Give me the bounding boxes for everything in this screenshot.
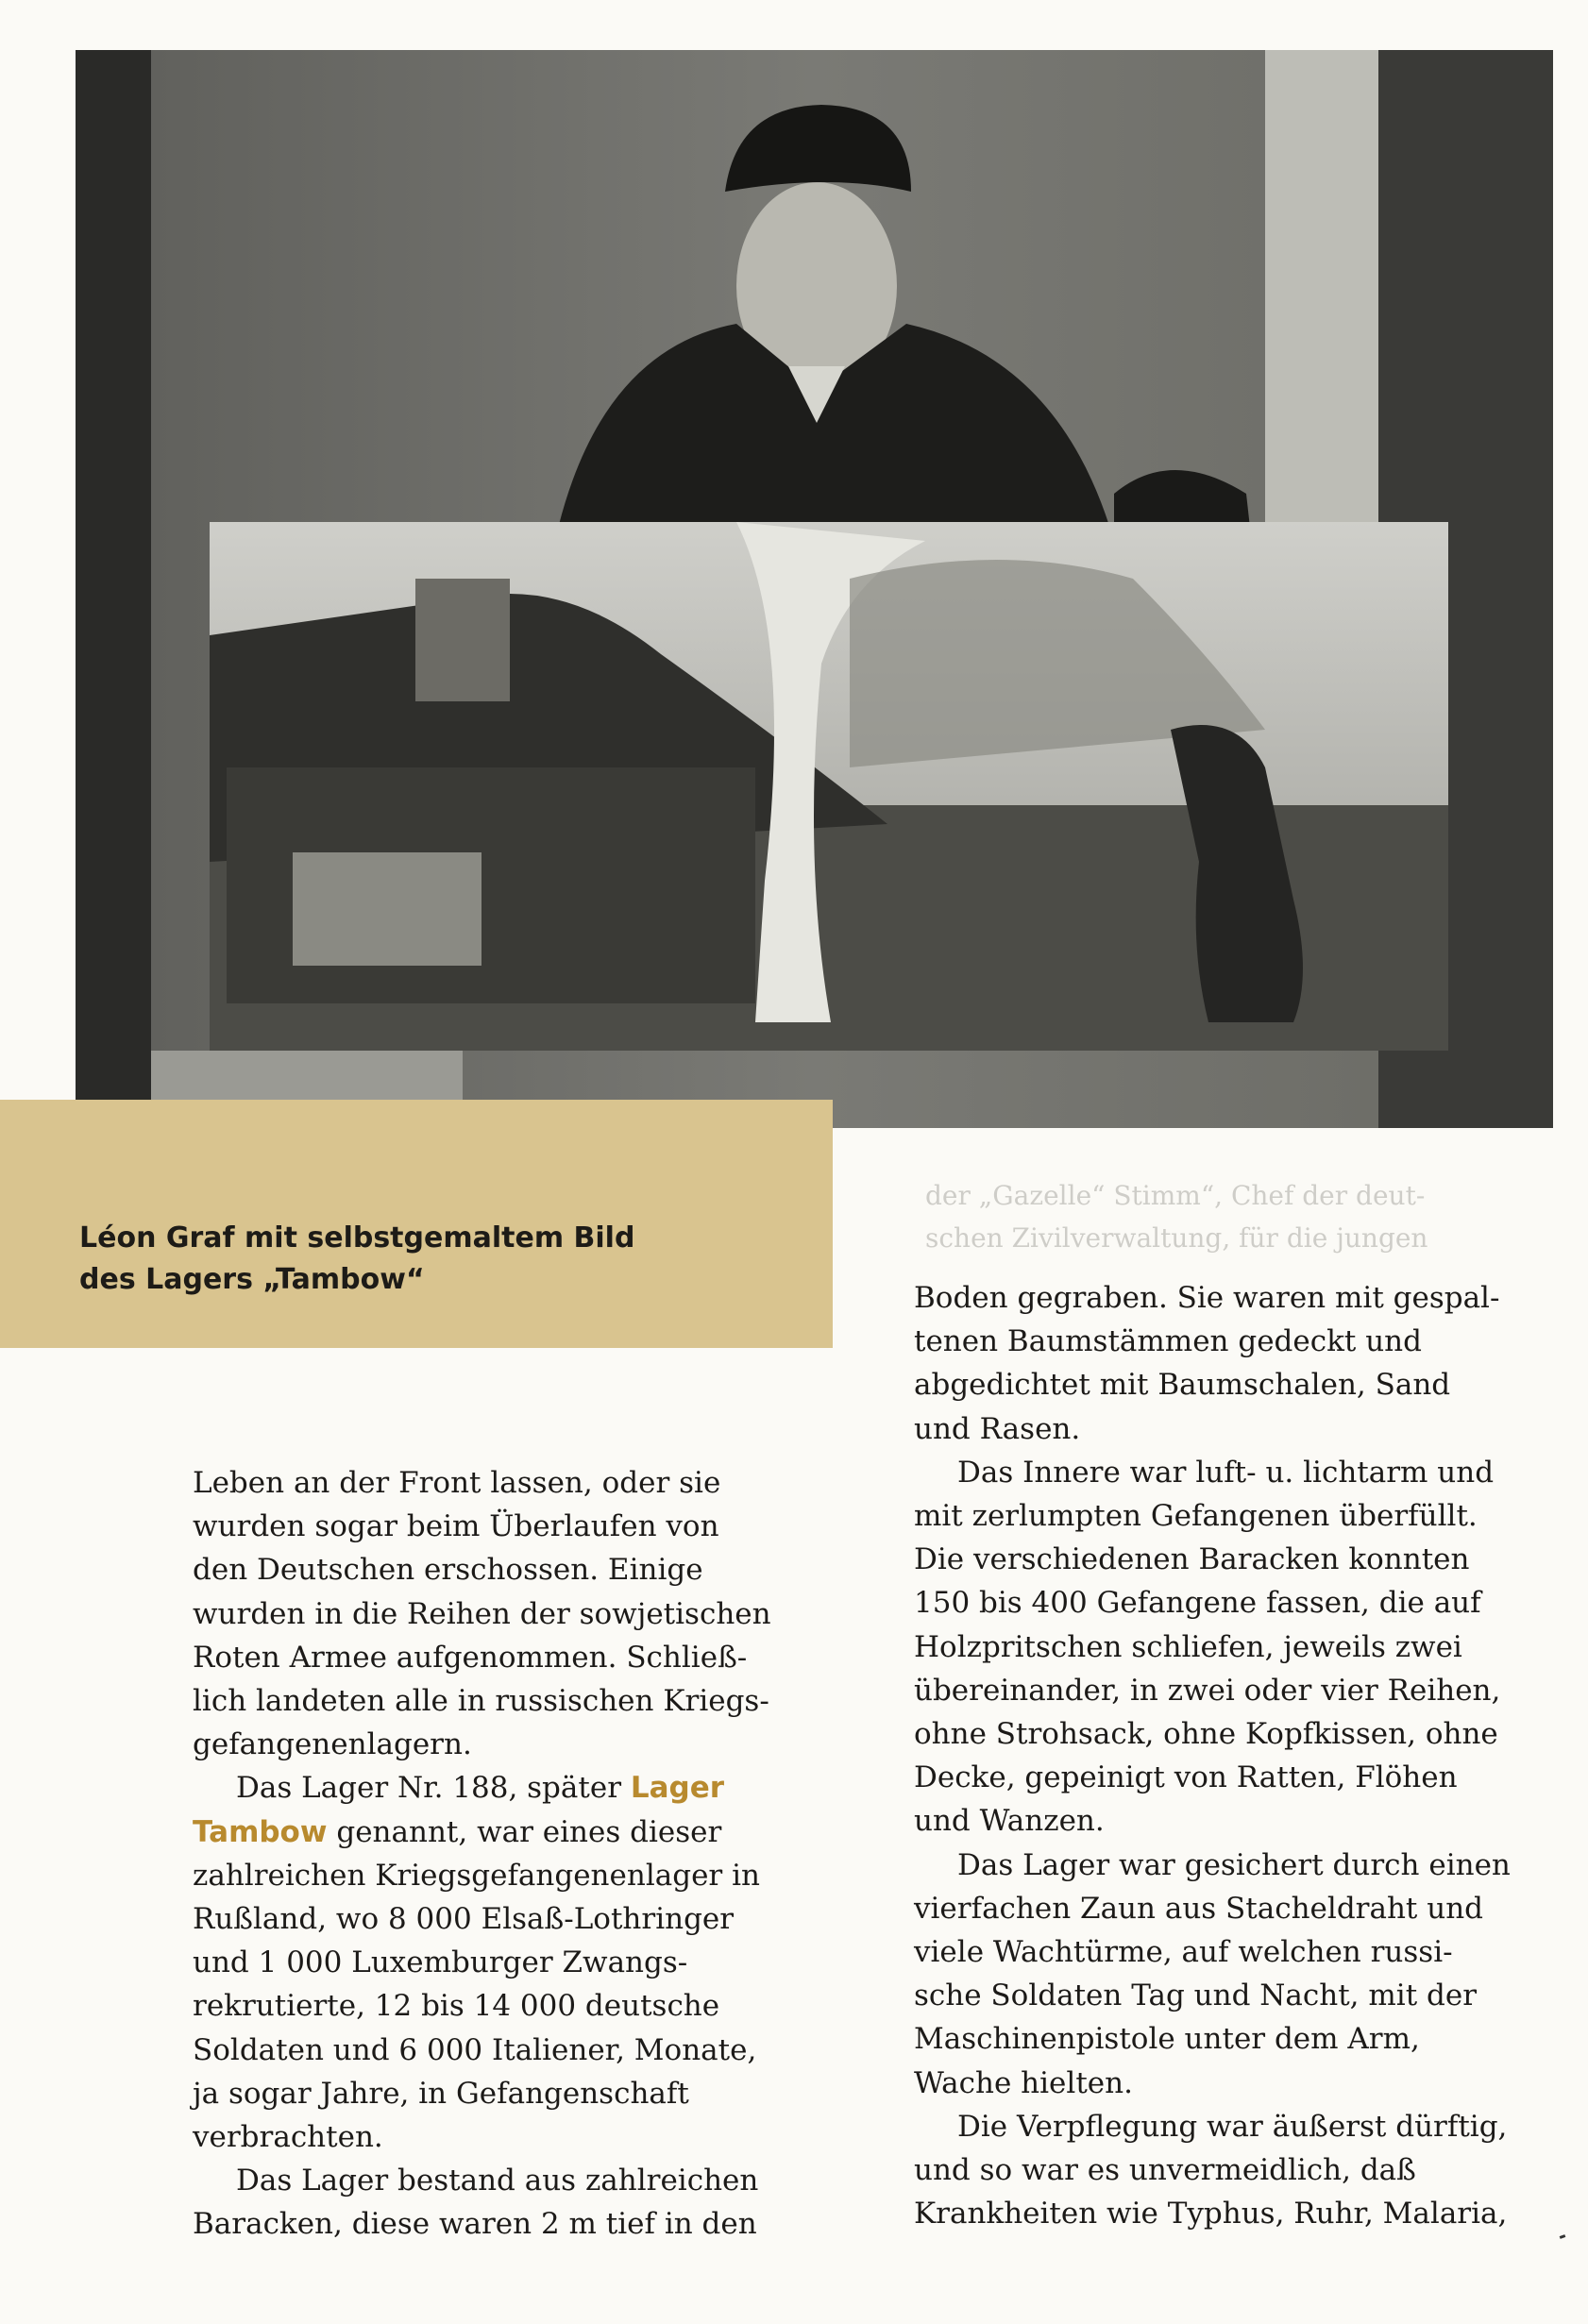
caption-line-1: Léon Graf mit selbstgemaltem Bild <box>79 1221 635 1255</box>
text-line: Die verschiedenen Baracken konnten <box>914 1542 1470 1577</box>
text-line: zahlreichen Kriegsgefangenenlager in <box>193 1858 760 1893</box>
text-line: wurden sogar beim Überlaufen von <box>193 1509 719 1544</box>
text-line: verbrachten. <box>193 2120 383 2155</box>
text-line: Krankheiten wie Typhus, Ruhr, Malaria, <box>914 2197 1508 2231</box>
bleed-through-text: der „Gazelle“ Stimm“, Chef der deut- <box>925 1180 1426 1211</box>
text-line: Rußland, wo 8 000 Elsaß-Lothringer <box>193 1902 735 1937</box>
photo-caption <box>79 1218 816 1301</box>
text-line: Das Lager bestand aus zahlreichen <box>236 2164 759 2198</box>
text-line: gefangenenlagern. <box>193 1727 472 1762</box>
caption-line-2: des Lagers „Tambow“ <box>79 1263 425 1296</box>
left-text-column <box>193 1461 853 2247</box>
text-line: ja sogar Jahre, in Gefangenschaft <box>193 2076 689 2111</box>
text-line <box>193 1810 853 1854</box>
print-speck <box>1560 2234 1566 2239</box>
text-line: Baracken, diese waren 2 m tief in den <box>193 2207 757 2242</box>
text-line: Wache hielten. <box>914 2065 1133 2100</box>
text-line: Das Innere war luft- u. lichtarm und <box>957 1455 1495 1490</box>
photograph <box>76 50 1553 1128</box>
text-line: und 1 000 Luxemburger Zwangs- <box>193 1945 688 1980</box>
text-fragment: Das Lager Nr. 188, später <box>236 1771 631 1806</box>
text-line: sche Soldaten Tag und Nacht, mit der <box>914 1979 1478 2013</box>
text-line: Holzpritschen schliefen, jeweils zwei <box>914 1629 1462 1664</box>
text-line: Roten Armee aufgenommen. Schließ- <box>193 1640 748 1675</box>
text-line: viele Wachtürme, auf welchen russi- <box>914 1935 1453 1970</box>
text-fragment: genannt, war eines dieser <box>327 1814 722 1849</box>
text-line: Soldaten und 6 000 Italiener, Monate, <box>193 2032 757 2067</box>
text-line: übereinander, in zwei oder vier Reihen, <box>914 1673 1501 1708</box>
text-line: Decke, gepeinigt von Ratten, Flöhen <box>914 1760 1458 1795</box>
photo-icon <box>76 50 1553 1128</box>
text-line: den Deutschen erschossen. Einige <box>193 1553 703 1588</box>
text-line: lich landeten alle in russischen Kriegs- <box>193 1684 769 1719</box>
text-line: ohne Strohsack, ohne Kopfkissen, ohne <box>914 1717 1498 1752</box>
text-line <box>193 1766 853 1810</box>
text-line: und Wanzen. <box>914 1804 1105 1839</box>
text-line: Die Verpflegung war äußerst dürftig, <box>957 2109 1508 2144</box>
text-line: Das Lager war gesichert durch einen <box>957 1847 1511 1882</box>
bleed-through-text: schen Zivilverwaltung, für die jungen <box>925 1222 1428 1254</box>
text-line: wurden in die Reihen der sowjetischen <box>193 1596 771 1631</box>
text-line: vierfachen Zaun aus Stacheldraht und <box>914 1891 1484 1926</box>
text-line: Maschinenpistole unter dem Arm, <box>914 2022 1420 2057</box>
highlighted-term: Lager <box>630 1771 725 1806</box>
text-line: tenen Baumstämmen gedeckt und <box>914 1324 1422 1359</box>
highlighted-term: Tambow <box>193 1814 328 1849</box>
text-line: Leben an der Front lassen, oder sie <box>193 1466 721 1500</box>
text-line: rekrutierte, 12 bis 14 000 deutsche <box>193 1989 720 2024</box>
text-line: abgedichtet mit Baumschalen, Sand <box>914 1368 1451 1403</box>
text-line: und so war es unvermeidlich, daß <box>914 2153 1416 2188</box>
text-line: 150 bis 400 Gefangene fassen, die auf <box>914 1586 1481 1621</box>
right-text-column <box>914 1276 1565 2235</box>
text-line: mit zerlumpten Gefangenen überfüllt. <box>914 1499 1478 1534</box>
text-line: und Rasen. <box>914 1411 1081 1446</box>
text-line: Boden gegraben. Sie waren mit gespal- <box>914 1281 1500 1315</box>
